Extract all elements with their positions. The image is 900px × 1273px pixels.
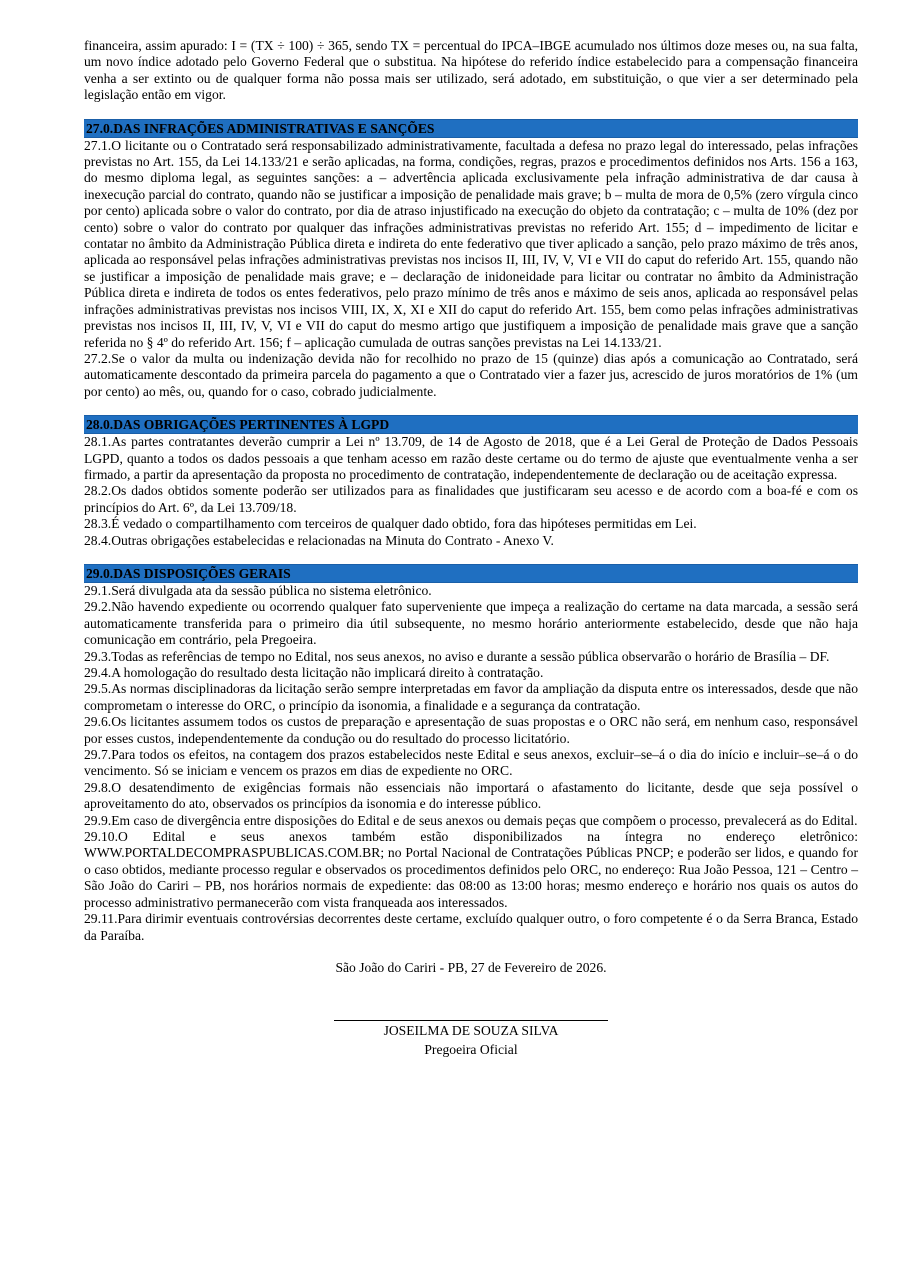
intro-paragraph: financeira, assim apurado: I = (TX ÷ 100) ÷ 365, sendo TX = percentual do IPCA–IBGE acumulado nos últimos doze meses ou, na sua falta, um novo índice adotado pelo Governo Federal que o substitua. Na hipótese do referido índice estabelecido para a compensação financeira venha a ser extinto ou de qualquer forma não possa mais ser utilizado, será adotado, em substituição, o que vier a ser determinado pela legislação então em vigor. (84, 38, 858, 103)
clause-29-9: 29.9.Em caso de divergência entre disposições do Edital e de seus anexos ou demais peças que compõem o processo, prevalecerá as do Edital. (84, 812, 858, 828)
clause-29-11: 29.11.Para dirimir eventuais controvérsias decorrentes deste certame, excluído qualquer outro, o foro competente é o da Serra Branca, Estado da Paraíba. (84, 911, 858, 943)
date-line: São João do Cariri - PB, 27 de Fevereiro de 2026. (335, 959, 607, 975)
clause-29-6: 29.6.Os licitantes assumem todos os custos de preparação e apresentação de suas propostas e o ORC não será, em nenhum caso, responsável por esses custos, independentemente da condução ou do resultado do processo licitatório. (84, 714, 858, 746)
clause-27-1: 27.1.O licitante ou o Contratado será responsabilizado administrativamente, facultada a defesa no prazo legal do interessado, pelas infrações previstas no Art. 155, da Lei 14.133/21 e serão aplicadas, na forma, condições, regras, prazos e procedimentos definidos nos Arts. 156 a 163, do mesmo diploma legal, as seguintes sanções: a – advertência aplicada exclusivamente pela infração administrativa de dar causa à inexecução parcial do contrato, quando não se justificar a imposição de penalidade mais grave; b – multa de mora de 0,5% (zero vírgula cinco por cento) aplicada sobre o valor do contrato, por dia de atraso injustificado na execução do objeto da contratação; c – multa de 10% (dez por cento) sobre o valor do contrato por qualquer das infrações administrativas previstas no referido Art. 155; d – impedimento de licitar e contatar no âmbito da Administração Pública direta e indireta do ente federativo que tiver aplicado a sanção, pelo prazo máximo de três anos, aplicada ao responsável pelas infrações administrativas previstas nos incisos II, III, IV, V, VI e VII do caput do referido Art. 155, quando não se justificar a imposição de penalidade mais grave; e – declaração de inidoneidade para licitar ou contratar no âmbito da Administração Pública direta e indireta de todos os entes federativos, pelo prazo mínimo de três anos e máximo de seis anos, aplicada ao responsável pelas infrações administrativas previstas nos incisos VIII, IX, X, XI e XII do caput do referido Art. 155, bem como pelas infrações administrativas previstas nos incisos II, III, IV, V, VI e VII do caput do mesmo artigo que justifiquem a imposição de penalidade mais grave que a sanção referida no § 4º do referido Art. 156; f – aplicação cumulada de outras sanções previstas na Lei 14.133/21. (84, 137, 858, 350)
section-27-header: 27.0.DAS INFRAÇÕES ADMINISTRATIVAS E SANÇÕES (84, 119, 858, 138)
clause-28-1: 28.1.As partes contratantes deverão cumprir a Lei nº 13.709, de 14 de Agosto de 2018, que é a Lei Geral de Proteção de Dados Pessoais LGPD, quanto a todos os dados pessoais a que tenham acesso em razão deste certame ou do termo de ajuste que eventualmente venha a ser firmado, a partir da apresentação da proposta no procedimento de contratação, independentemente de declaração ou de aceitação expressa. (84, 434, 858, 482)
clause-29-3: 29.3.Todas as referências de tempo no Edital, nos seus anexos, no aviso e durante a sessão pública observarão o horário de Brasília – DF. (84, 648, 830, 664)
section-29-header: 29.0.DAS DISPOSIÇÕES GERAIS (84, 564, 858, 583)
clause-28-4: 28.4.Outras obrigações estabelecidas e relacionadas na Minuta do Contrato - Anexo V. (84, 532, 554, 548)
clause-28-3: 28.3.É vedado o compartilhamento com terceiros de qualquer dado obtido, fora das hipóteses permitidas em Lei. (84, 516, 697, 532)
clause-28-2: 28.2.Os dados obtidos somente poderão ser utilizados para as finalidades que justificaram seu acesso e de acordo com a boa-fé e com os princípios do Art. 6º, da Lei 13.709/18. (84, 483, 858, 515)
clause-29-2: 29.2.Não havendo expediente ou ocorrendo qualquer fato superveniente que impeça a realização do certame na data marcada, a sessão será automaticamente transferida para o primeiro dia útil subsequente, no mesmo horário anteriormente estabelecido, desde que não haja comunicação em contrário, pela Pregoeira. (84, 599, 858, 648)
clause-29-10: 29.10.O Edital e seus anexos também estão disponibilizados na íntegra no endereço eletrônico: WWW.PORTALDECOMPRASPUBLICAS.COM.BR; no Portal Nacional de Contratações Públicas PNCP; e poderão ser lidos, e quando for o caso obtidos, mediante processo regular e observados os procedimentos definidos pelo ORC, no endereço: Rua João Pessoa, 121 – Centro – São João do Cariri – PB, nos horários normais de expediente: das 08:00 as 13:00 horas; mesmo endereço e horário nos quais os autos do processo administrativo permanecerão com vista franqueada aos interessados. (84, 829, 858, 910)
document-page (84, 38, 858, 1058)
clause-29-5: 29.5.As normas disciplinadoras da licitação serão sempre interpretadas em favor da ampliação da disputa entre os interessados, desde que não comprometam o interesse do ORC, o princípio da isonomia, a finalidade e a segurança da contratação. (84, 681, 858, 713)
clause-29-7: 29.7.Para todos os efeitos, na contagem dos prazos estabelecidos neste Edital e seus anexos, excluir–se–á o dia do início e incluir–se–á o do vencimento. Só se iniciam e vencem os prazos em dias de expediente no ORC. (84, 747, 858, 779)
signature-line (334, 1020, 608, 1021)
clause-29-8: 29.8.O desatendimento de exigências formais não essenciais não importará o afastamento do licitante, desde que seja possível o aproveitamento do ato, observados os princípios da isonomia e do interesse público. (84, 779, 858, 812)
clause-29-4: 29.4.A homologação do resultado desta licitação não implicará direito à contratação. (84, 665, 544, 680)
clause-27-2: 27.2.Se o valor da multa ou indenização devida não for recolhido no prazo de 15 (quinze) dias após a comunicação ao Contratado, será automaticamente descontado da primeira parcela do pagamento a que o Contratado vier a fazer jus, acrescido de juros moratórios de 1% (um por cento) ao mês, ou, quando for o caso, cobrado judicialmente. (84, 350, 858, 399)
clause-29-1: 29.1.Será divulgada ata da sessão pública no sistema eletrônico. (84, 582, 432, 598)
signatory-role: Pregoeira Oficial (424, 1041, 518, 1057)
section-28-header: 28.0.DAS OBRIGAÇÕES PERTINENTES À LGPD (84, 415, 858, 434)
signatory-name: JOSEILMA DE SOUZA SILVA (383, 1023, 559, 1039)
